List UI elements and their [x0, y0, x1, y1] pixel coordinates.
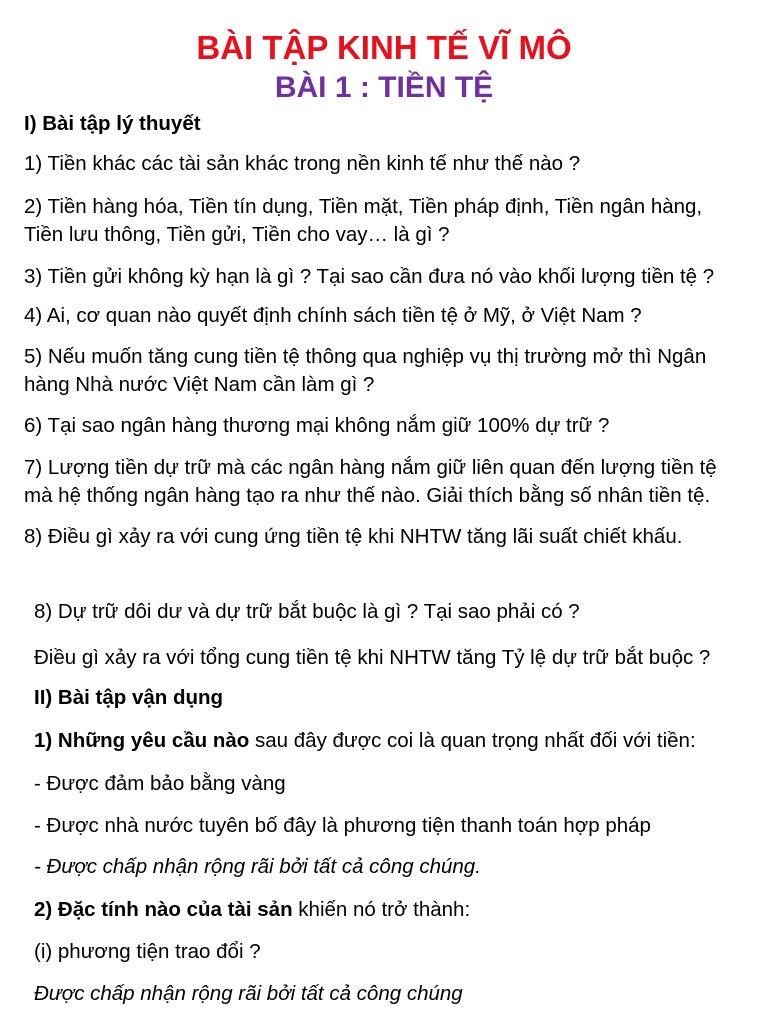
practice-1-option-1: - Được đảm bảo bằng vàng	[34, 772, 286, 795]
practice-1-rest: sau đây được coi là quan trọng nhất đối với tiền:	[249, 729, 696, 752]
question-3: 3) Tiền gửi không kỳ hạn là gì ? Tại sao cần đưa nó vào khối lượng tiền tệ ?	[24, 265, 715, 288]
question-8b: 8) Dự trữ dôi dư và dự trữ bắt buộc là gì ? Tại sao phải có ?	[34, 600, 580, 623]
question-8: 8) Điều gì xảy ra với cung ứng tiền tệ khi NHTW tăng lãi suất chiết khấu.	[24, 525, 683, 548]
practice-2-bold: 2) Đặc tính nào của tài sản	[34, 898, 293, 921]
practice-2-answer-1: Được chấp nhận rộng rãi bởi tất cả công chúng	[34, 982, 463, 1005]
question-7-line-2: mà hệ thống ngân hàng tạo ra như thế nào. Giải thích bằng số nhân tiền tệ.	[24, 484, 711, 507]
question-2-line-2: Tiền lưu thông, Tiền gửi, Tiền cho vay… là gì ?	[24, 223, 450, 246]
question-5-line-1: 5) Nếu muốn tăng cung tiền tệ thông qua nghiệp vụ thị trường mở thì Ngân	[24, 345, 707, 368]
practice-1	[34, 726, 696, 756]
question-5-line-2: hàng Nhà nước Việt Nam cần làm gì ?	[24, 373, 375, 396]
section-heading-theory: I) Bài tập lý thuyết	[24, 112, 201, 135]
question-7-line-1: 7) Lượng tiền dự trữ mà các ngân hàng nắm giữ liên quan đến lượng tiền tệ	[24, 456, 717, 479]
practice-1-option-3: - Được chấp nhận rộng rãi bởi tất cả công chúng.	[34, 855, 481, 878]
question-6: 6) Tại sao ngân hàng thương mại không nắm giữ 100% dự trữ ?	[24, 414, 610, 437]
practice-2-rest: khiến nó trở thành:	[292, 898, 471, 921]
document-subtitle: BÀI 1 : TIỀN TỆ	[274, 71, 494, 104]
question-4: 4) Ai, cơ quan nào quyết định chính sách tiền tệ ở Mỹ, ở Việt Nam ?	[24, 304, 642, 327]
practice-2	[34, 895, 470, 925]
practice-1-option-2: - Được nhà nước tuyên bố đây là phương tiện thanh toán hợp pháp	[34, 814, 651, 837]
question-2-line-1: 2) Tiền hàng hóa, Tiền tín dụng, Tiền mặt, Tiền pháp định, Tiền ngân hàng,	[24, 195, 703, 218]
practice-2-option-1: (i) phương tiện trao đổi ?	[34, 940, 261, 963]
document-title: BÀI TẬP KINH TẾ VĨ MÔ	[196, 29, 572, 66]
practice-1-bold: 1) Những yêu cầu nào	[34, 729, 250, 752]
question-1: 1) Tiền khác các tài sản khác trong nền kinh tế như thế nào ?	[24, 152, 581, 175]
question-8c: Điều gì xảy ra với tổng cung tiền tệ khi NHTW tăng Tỷ lệ dự trữ bắt buộc ?	[34, 646, 711, 669]
section-heading-practice: II) Bài tập vận dụng	[34, 686, 224, 709]
